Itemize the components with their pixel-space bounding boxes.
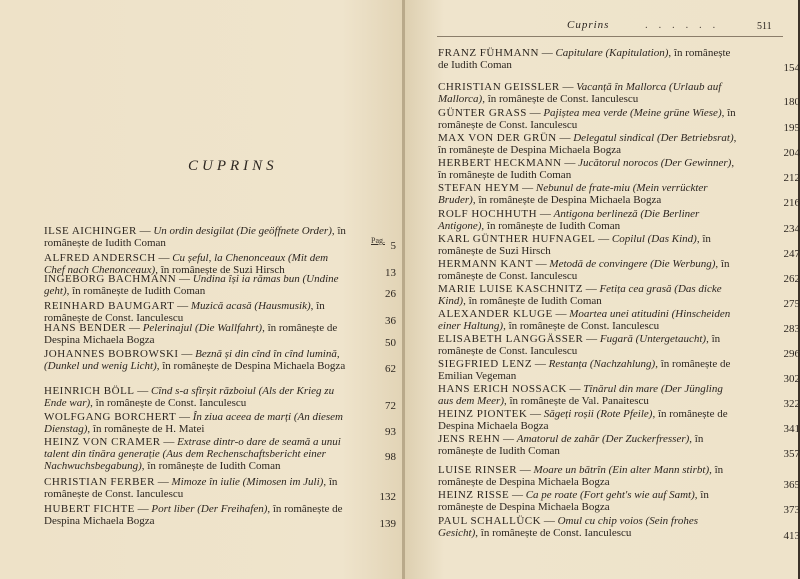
toc-page-number: 413 (783, 530, 800, 542)
toc-story-title: Delegatul sindical (Der Betriebsrat) (573, 132, 734, 144)
toc-author: MARIE LUISE KASCHNITZ (438, 283, 583, 295)
toc-separator: — (134, 385, 152, 397)
toc-separator: — (500, 433, 517, 445)
toc-entry-text (438, 258, 740, 282)
toc-story-title: Antigona berlineză (Die Berliner Antigone) (438, 208, 700, 232)
toc-entry-text (438, 383, 740, 407)
toc-translator: , în românește de Suzi Hirsch (438, 233, 711, 257)
toc-translator: , în românește de Iudith Coman (66, 285, 206, 297)
toc-story-title: Port liber (Der Freihafen) (151, 503, 268, 515)
toc-translator: , în românește de Despina Michaela Bogza (438, 132, 737, 156)
toc-story-title: Mimoze în iulie (Mimosen im Juli) (171, 476, 324, 488)
toc-translator: , în românește de Iudith Coman (481, 220, 621, 232)
toc-separator: — (155, 252, 173, 264)
toc-entry (438, 464, 800, 491)
toc-separator: — (517, 464, 534, 476)
toc-entry (438, 107, 800, 134)
toc-entry-text (44, 273, 346, 297)
toc-entry (438, 81, 800, 108)
toc-story-title: Nebunul de frate-miu (Mein verrückter Bruder) (438, 182, 708, 206)
toc-story-title: Jucătorul norocos (Der Gewinner) (578, 157, 732, 169)
toc-separator: — (559, 81, 577, 93)
toc-page-number: 322 (783, 398, 800, 410)
toc-entry-text (438, 464, 740, 488)
toc-story-title: Ca pe roate (Fort geht's wie auf Samt) (525, 489, 695, 501)
toc-story-title: Amatorul de zahăr (Der Zuckerfresser) (516, 433, 690, 445)
toc-entry (438, 489, 800, 516)
toc-author: FRANZ FÜHMANN (438, 47, 539, 59)
toc-entry-text (438, 233, 740, 257)
toc-entry (438, 208, 800, 235)
toc-page-number: 341 (783, 423, 800, 435)
toc-author: HEINRICH BÖLL (44, 385, 135, 397)
toc-separator: — (595, 233, 612, 245)
toc-page-number: 62 (385, 363, 396, 375)
toc-entry (438, 408, 800, 435)
toc-translator: , în românește de Const. Ianculescu (90, 397, 247, 409)
toc-page-number: 204 (783, 147, 800, 159)
toc-entry-text (44, 476, 346, 500)
toc-entry (438, 308, 800, 335)
running-header-dots: . . . . . . (645, 19, 720, 31)
toc-entry-text (438, 47, 740, 71)
toc-separator: — (176, 273, 193, 285)
toc-entry-text (438, 208, 740, 232)
toc-story-title: Restanța (Nachzahlung) (548, 358, 656, 370)
toc-author: MAX VON DER GRÜN (438, 132, 557, 144)
toc-entry-text (438, 308, 740, 332)
toc-entry (438, 383, 800, 410)
toc-translator: , în românește de Despina Michaela Bogza (472, 194, 662, 206)
toc-translator: , în românește de Iudith Coman (438, 47, 731, 71)
toc-story-title: Muzică acasă (Hausmusik) (190, 300, 311, 312)
toc-author: JENS REHN (438, 433, 501, 445)
toc-entry (438, 132, 800, 159)
toc-entry-text (438, 408, 740, 432)
toc-translator: , în românește de H. Matei (87, 423, 205, 435)
toc-entry-text (438, 489, 740, 513)
toc-entry-text (44, 225, 346, 249)
toc-story-title: Pelerinajul (Die Wallfahrt) (142, 322, 263, 334)
toc-entry (44, 300, 396, 327)
toc-translator: , în românește de Iudith Coman (438, 157, 735, 181)
toc-story-title: Undina își ia rămas bun (Undine geht) (44, 273, 339, 297)
toc-page-number: 132 (379, 491, 396, 503)
toc-entry-text (438, 81, 740, 105)
toc-page-number: 373 (783, 504, 800, 516)
toc-author: LUISE RINSER (438, 464, 518, 476)
toc-author: ALEXANDER KLUGE (438, 308, 553, 320)
toc-translator: , în românește de Val. Panaitescu (503, 395, 649, 407)
toc-separator: — (583, 333, 600, 345)
toc-translator: , în românește de Const. Ianculescu (475, 527, 632, 539)
toc-page-number: 283 (783, 323, 800, 335)
toc-page-number: 13 (385, 267, 396, 279)
toc-separator: — (160, 436, 178, 448)
toc-translator: , în românește de Despina Michaela Bogza (44, 322, 338, 346)
toc-author: INGEBORG BACHMANN (44, 273, 177, 285)
toc-entry-text (438, 157, 740, 181)
toc-page-number: 296 (783, 348, 800, 360)
toc-separator: — (526, 107, 544, 119)
running-header-page-number: 511 (757, 21, 772, 32)
toc-entry-text (438, 182, 740, 206)
toc-entry (44, 476, 396, 503)
toc-separator: — (174, 300, 191, 312)
toc-separator: — (556, 132, 574, 144)
toc-translator: , în românește de Despina Michaela Bogza (438, 408, 728, 432)
toc-entry (44, 348, 396, 375)
toc-story-title: În ziua aceea de marți (An diesem Dienstag) (44, 411, 343, 435)
toc-story-title: Beznă și din cînd în cînd lumină, (Dunkel und wenig Licht) (44, 348, 340, 372)
toc-separator: — (566, 383, 584, 395)
toc-page-number: 50 (385, 337, 396, 349)
toc-story-title: Fugară (Untergetaucht) (599, 333, 707, 345)
toc-author: JOHANNES BOBROWSKI (44, 348, 179, 360)
toc-entry (438, 258, 800, 285)
toc-separator: — (561, 157, 579, 169)
toc-entry-text (44, 300, 346, 324)
toc-entry-text (44, 503, 346, 527)
toc-page-number: 195 (783, 122, 800, 134)
toc-page-number: 262 (783, 273, 800, 285)
toc-entry (438, 358, 800, 385)
toc-translator: , în românește de Iudith Coman (438, 433, 704, 457)
toc-story-title: Pajiștea mea verde (Meine grüne Wiese) (543, 107, 722, 119)
toc-author: ILSE AICHINGER (44, 225, 137, 237)
toc-entry-text (44, 411, 346, 435)
toc-entry (44, 385, 396, 412)
toc-entry (438, 283, 800, 310)
toc-separator: — (155, 476, 172, 488)
toc-page-number: 302 (783, 373, 800, 385)
toc-translator: , în românește de Iudith Coman (44, 225, 346, 249)
toc-entry-text (438, 132, 740, 156)
toc-page-number: 5 (390, 240, 396, 252)
toc-page-number: 275 (783, 298, 800, 310)
toc-entry (44, 436, 396, 472)
toc-story-title: Moartea unei atitudini (Hinscheiden einer Haltung) (438, 308, 731, 332)
toc-entry-text (44, 348, 346, 372)
toc-story-title: Săgeți roșii (Rote Pfeile) (543, 408, 653, 420)
toc-translator: , în românește de Const. Ianculescu (438, 258, 730, 282)
toc-author: HANS ERICH NOSSACK (438, 383, 567, 395)
toc-story-title: Moare un bătrîn (Ein alter Mann stirbt) (533, 464, 710, 476)
toc-separator: — (176, 411, 193, 423)
toc-translator: , în românește de Const. Ianculescu (438, 107, 736, 131)
toc-entry (438, 333, 800, 360)
header-rule (437, 36, 783, 37)
toc-page-number: 365 (783, 479, 800, 491)
toc-entry-text (438, 433, 740, 457)
toc-translator: , în românește de Const. Ianculescu (503, 320, 660, 332)
toc-entry-text (44, 436, 346, 472)
toc-translator: , în românește de Despina Michaela Bogza (156, 360, 346, 372)
toc-author: HEINZ RISSE (438, 489, 510, 501)
toc-entry-text (438, 107, 740, 131)
toc-translator: , în românește de Const. Ianculescu (44, 300, 325, 324)
toc-author: REINHARD BAUMGART (44, 300, 175, 312)
toc-entry-text (438, 515, 740, 539)
toc-separator: — (582, 283, 600, 295)
toc-story-title: Capitulare (Kapitulation) (555, 47, 669, 59)
toc-author: KARL GÜNTHER HUFNAGEL (438, 233, 596, 245)
running-header-title: Cuprins (567, 19, 610, 31)
toc-page-number: 36 (385, 315, 396, 327)
toc-page-number: 154 (783, 62, 800, 74)
toc-page-number: 216 (783, 197, 800, 209)
toc-entry-text (438, 358, 740, 382)
page-column-label: Pag. (371, 236, 385, 245)
toc-story-title: Fetița cea grasă (Das dicke Kind) (438, 283, 722, 307)
toc-separator: — (532, 258, 550, 270)
toc-author: HERMANN KANT (438, 258, 533, 270)
right-page (405, 0, 798, 579)
toc-page-number: 212 (783, 172, 800, 184)
toc-separator: — (519, 182, 536, 194)
toc-translator: , în românește de Const. Ianculescu (482, 93, 639, 105)
toc-translator: , în românește de Despina Michaela Bogza (438, 464, 724, 488)
toc-author: HEINZ PIONTEK (438, 408, 528, 420)
toc-page-number: 26 (385, 288, 396, 300)
toc-story-title: Extrase dintr-o dare de seamă a unui talent din tînăra generație (Aus dem Rechenschaftsbericht einer Nachwuchsbegabung) (44, 436, 341, 472)
toc-page-number: 139 (379, 518, 396, 530)
toc-entry (438, 182, 800, 209)
toc-entry (438, 157, 800, 184)
toc-translator: , în românește de Const. Ianculescu (44, 476, 338, 500)
toc-page-number: 180 (783, 96, 800, 108)
toc-separator: — (134, 503, 152, 515)
toc-author: HERBERT HECKMANN (438, 157, 562, 169)
toc-translator: , în românește de Const. Ianculescu (438, 333, 721, 357)
toc-separator: — (136, 225, 154, 237)
toc-story-title: Cu șeful, la Chenonceaux (Mit dem Chef nach Chenonceaux) (44, 252, 329, 276)
toc-story-title: Metodă de convingere (Die Werbung) (549, 258, 716, 270)
toc-entry (438, 47, 800, 74)
toc-entry (44, 322, 396, 349)
toc-entry-text (44, 322, 346, 346)
toc-entry (438, 233, 800, 260)
toc-page-number: 234 (783, 223, 800, 235)
toc-separator: — (126, 322, 143, 334)
toc-entry (44, 503, 396, 530)
toc-author: HEINZ VON CRAMER (44, 436, 161, 448)
toc-story-title: Omul cu chip voios (Sein frohes Gesicht) (438, 515, 698, 539)
page-title: CUPRINS (188, 158, 278, 174)
toc-translator: , în românește de Suzi Hirsch (155, 264, 285, 276)
toc-entry (438, 433, 800, 460)
toc-author: ROLF HOCHHUTH (438, 208, 538, 220)
toc-translator: , în românește de Iudith Coman (463, 295, 602, 307)
toc-separator: — (527, 408, 544, 420)
toc-story-title: Tînărul din mare (Der Jüngling aus dem Meer) (438, 383, 723, 407)
toc-author: ELISABETH LANGGÄSSER (438, 333, 584, 345)
toc-entry-text (438, 333, 740, 357)
toc-author: CHRISTIAN FERBER (44, 476, 155, 488)
toc-author: HANS BENDER (44, 322, 127, 334)
toc-author: CHRISTIAN GEISSLER (438, 81, 560, 93)
toc-author: STEFAN HEYM (438, 182, 520, 194)
toc-author: PAUL SCHALLÜCK (438, 515, 542, 527)
toc-page-number: 72 (385, 400, 396, 412)
toc-entry-text (44, 385, 346, 409)
toc-story-title: Cînd s-a sfîrșit războiul (Als der Krieg zu Ende war) (44, 385, 335, 409)
toc-entry (44, 411, 396, 438)
toc-separator: — (532, 358, 549, 370)
toc-separator: — (552, 308, 570, 320)
toc-separator: — (509, 489, 526, 501)
toc-story-title: Un ordin desigilat (Die geöffnete Order) (153, 225, 332, 237)
toc-page-number: 98 (385, 451, 396, 463)
toc-separator: — (178, 348, 196, 360)
toc-page-number: 93 (385, 426, 396, 438)
toc-translator: , în românește de Despina Michaela Bogza (438, 489, 709, 513)
toc-author: ALFRED ANDERSCH (44, 252, 156, 264)
toc-author: SIEGFRIED LENZ (438, 358, 533, 370)
toc-translator: , în românește de Emilian Vegeman (438, 358, 731, 382)
toc-page-number: 357 (783, 448, 800, 460)
toc-author: HUBERT FICHTE (44, 503, 135, 515)
toc-entry (438, 515, 800, 542)
toc-separator: — (541, 515, 558, 527)
toc-translator: , în românește de Iudith Coman (141, 460, 281, 472)
toc-page-number: 247 (783, 248, 800, 260)
toc-story-title: Vacanță în Mallorca (Urlaub auf Mallorca) (438, 81, 722, 105)
toc-story-title: Copilul (Das Kind) (611, 233, 697, 245)
toc-separator: — (538, 47, 556, 59)
toc-entry-text (438, 283, 740, 307)
toc-separator: — (537, 208, 554, 220)
toc-author: GÜNTER GRASS (438, 107, 527, 119)
toc-translator: , în românește de Despina Michaela Bogza (44, 503, 343, 527)
toc-author: WOLFGANG BORCHERT (44, 411, 177, 423)
